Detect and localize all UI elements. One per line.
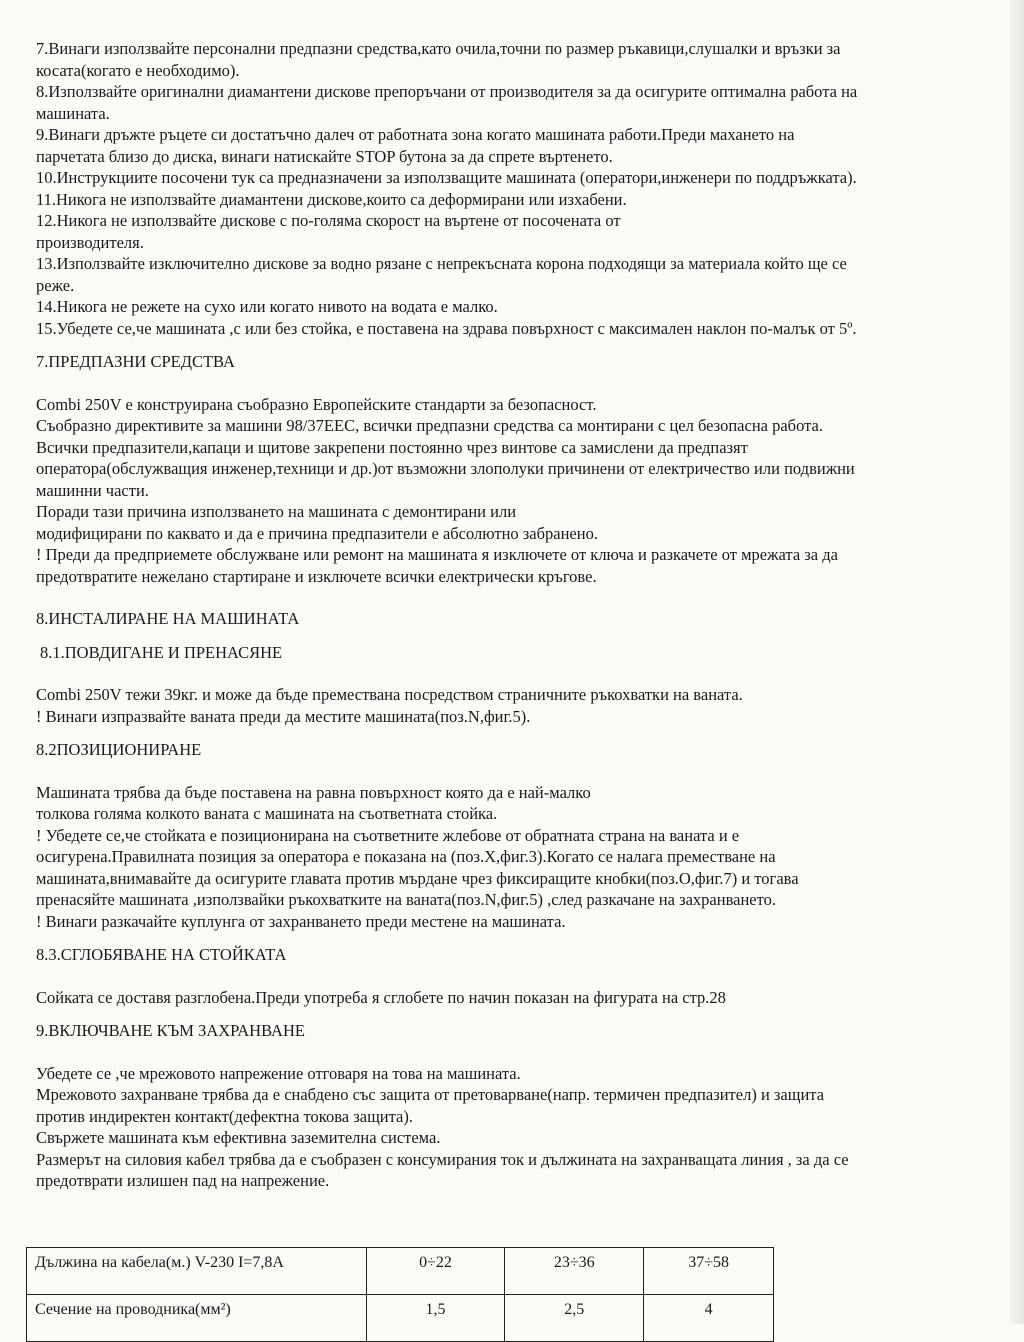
subsection-heading-stand-assembly: 8.3.СГЛОБЯВАНЕ НА СТОЙКАТА bbox=[36, 945, 287, 964]
text-line: ! Убедете се,че стойката е позиционирана на съответните жлебове от обратната страна на ваната и е bbox=[36, 825, 740, 845]
text-line: 10.Инструкциите посочени тук са предназначени за използващите машината (оператори,инженери по поддръжката). bbox=[36, 168, 857, 187]
table-cell: 0÷22 bbox=[366, 1248, 504, 1295]
text-line: осигурена.Правилната позиция за оператора е показана на (поз.X,фиг.3).Когато се налага преместване на bbox=[36, 847, 776, 866]
text-line: Машината трябва да бъде поставена на равна повърхност която да е най-малко bbox=[36, 782, 591, 802]
text-line: Поради тази причина използването на машината с демонтирани или bbox=[36, 502, 517, 521]
text-line: косата(когато е необходимо). bbox=[36, 60, 240, 80]
text-line: 12.Никога не използвайте дискове с по-голяма скорост на въртене от посочената от bbox=[36, 211, 621, 230]
section-heading-power-connection: 9.ВКЛЮЧВАНЕ КЪМ ЗАХРАНВАНЕ bbox=[36, 1021, 305, 1040]
text-line: Combi 250V тежи 39кг. и може да бъде премествана посредством страничните ръкохватки на ваната. bbox=[36, 685, 743, 704]
text-line: машината,внимавайте да осигурите главата против мърдане чрез фиксиращите кнобки(поз.O,фиг.7) и тогава bbox=[36, 868, 799, 888]
page-edge-shadow bbox=[1010, 0, 1024, 1324]
text-line: Мрежовото захранване трябва да е снабдено със защита от претоварване(напр. термичен предпазител) и защита bbox=[36, 1085, 825, 1104]
text-line: машината. bbox=[36, 103, 110, 123]
section-heading-protective-means: 7.ПРЕДПАЗНИ СРЕДСТВА bbox=[36, 352, 235, 371]
subsection-heading-positioning: 8.2ПОЗИЦИОНИРАНЕ bbox=[36, 740, 202, 759]
text-line: Сойката се доставя разглобена.Преди употреба я сглобете по начин показан на фигурата на стр.28 bbox=[36, 987, 726, 1007]
text-line: толкова голяма колкото ваната с машината на съответната стойка. bbox=[36, 804, 498, 823]
text-line: ! Винаги разкачайте куплунга от захранването преди местене на машината. bbox=[36, 911, 566, 931]
document-page bbox=[36, 38, 966, 1192]
table-row bbox=[27, 1248, 774, 1295]
text-line: 14.Никога не режете на сухо или когато нивото на водата е малко. bbox=[36, 297, 498, 316]
text-line: против индиректен контакт(дефектна токова защита). bbox=[36, 1106, 413, 1126]
table-cell: 4 bbox=[644, 1295, 774, 1342]
text-line: 8.Използвайте оригинални диамантени дискове препоръчани от производителя за да осигурите оптимална работа на bbox=[36, 82, 858, 101]
text-line: 7.Винаги използвайте персонални предпазни средства,като очила,точни по размер ръкавици,слушалки и връзки за bbox=[36, 39, 841, 58]
text-line: реже. bbox=[36, 275, 75, 295]
text-line: Всички предпазители,капаци и щитове закрепени постоянно чрез винтове са замислени да предпазят bbox=[36, 437, 748, 457]
table-cell: 1,5 bbox=[366, 1295, 504, 1342]
text-line: 11.Никога не използвайте диамантени дискове,които са деформирани или изхабени. bbox=[36, 189, 627, 209]
text-line: ! Винаги изпразвайте ваната преди да местите машината(поз.N,фиг.5). bbox=[36, 706, 531, 726]
text-line: производителя. bbox=[36, 232, 144, 252]
text-line: Съобразно директивите за машини 98/37ЕЕС, всички предпазни средства са монтирани с цел безопасна работа. bbox=[36, 416, 823, 435]
text-line: предотвратите нежелано стартиране и изключете всички електрически кръгове. bbox=[36, 566, 597, 586]
text-line: Убедете се ,че мрежовото напрежение отговаря на това на машината. bbox=[36, 1063, 521, 1083]
text-line: Размерът на силовия кабел трябва да е съобразен с консумирания ток и дължината на захранващата линия , за да се bbox=[36, 1149, 849, 1169]
section-heading-installation: 8.ИНСТАЛИРАНЕ НА МАШИНАТА bbox=[36, 609, 300, 628]
text-line: 15.Убедете се,че машината ,с или без стойка, е поставена на здрава повърхност с максимален наклон по-малък от 5º. bbox=[36, 318, 857, 338]
text-line: парчетата близо до диска, винаги натискайте STOP бутона за да спрете въртенето. bbox=[36, 146, 613, 166]
table-cell: Дължина на кабела(м.) V-230 I=7,8A bbox=[27, 1248, 367, 1295]
subsection-heading-lifting: 8.1.ПОВДИГАНЕ И ПРЕНАСЯНЕ bbox=[40, 642, 283, 662]
text-line: 13.Използвайте изключително дискове за водно рязане с непрекъсната корона подходящи за материала който ще се bbox=[36, 254, 847, 273]
text-line: оператора(обслужващия инженер,техници и др.)от възможни злополуки причинени от електричество или подвижни bbox=[36, 459, 855, 478]
table-cell: 2,5 bbox=[505, 1295, 644, 1342]
text-line: предотврати излишен пад на напрежение. bbox=[36, 1171, 330, 1190]
text-line: пренасяйте машината ,използвайки ръкохватките на ваната(поз.N,фиг.5) ,след разкачане на захранването. bbox=[36, 890, 776, 909]
table-cell: Сечение на проводника(мм²) bbox=[27, 1295, 367, 1342]
text-line: машинни части. bbox=[36, 480, 149, 500]
table-cell: 37÷58 bbox=[644, 1248, 774, 1295]
text-line: 9.Винаги дръжте ръцете си достатъчно далеч от работната зона когато машината работи.Преди махането на bbox=[36, 125, 795, 144]
table-cell: 23÷36 bbox=[505, 1248, 644, 1295]
text-line: ! Преди да предприемете обслужване или ремонт на машината я изключете от ключа и разкачете от мрежата за да bbox=[36, 545, 838, 564]
cable-spec-table bbox=[26, 1247, 774, 1342]
text-line: модифицирани по каквато и да е причина предпазители е абсолютно забранено. bbox=[36, 523, 598, 543]
text-line: Combi 250V е конструирана съобразно Европейските стандарти за безопасност. bbox=[36, 394, 597, 414]
table-row bbox=[27, 1295, 774, 1342]
text-line: Свържете машината към ефективна заземителна система. bbox=[36, 1128, 441, 1147]
